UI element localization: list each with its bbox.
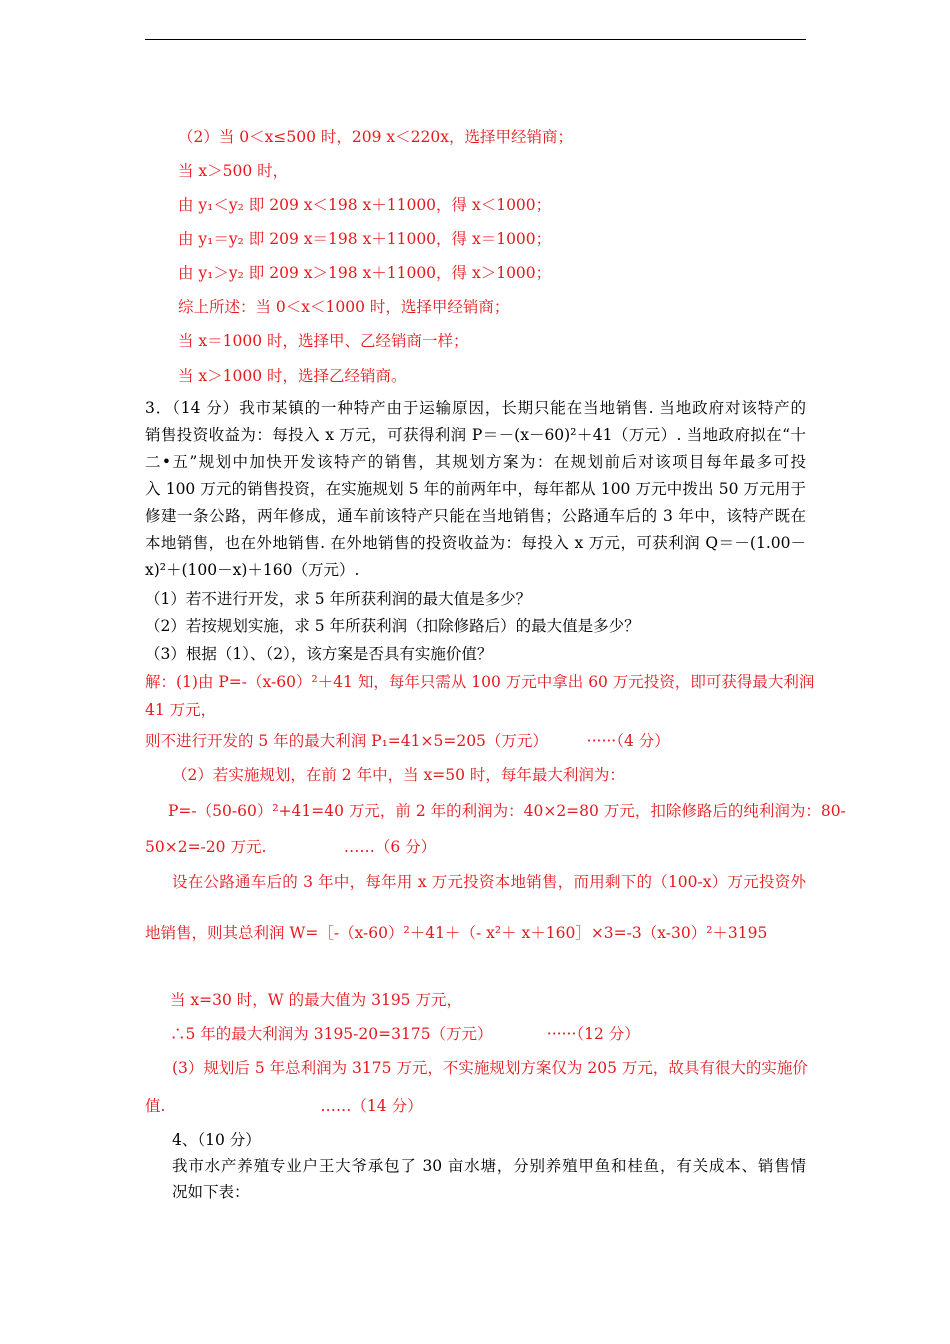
solution-line: P=-（50-60）²+41=40 万元，前 2 年的利润为：40×2=80 万元，扣除修路后的纯利润为：80- bbox=[168, 802, 846, 820]
sub-question-2: （2）若按规划实施，求 5 年所获利润（扣除修路后）的最大值是多少？ bbox=[145, 617, 640, 635]
answer-line: 当 x＞1000 时，选择乙经销商。 bbox=[178, 367, 407, 385]
solution-line: 50×2=-20 万元. ……（6 分） bbox=[145, 838, 437, 856]
question-4-text: 我市水产养殖专业户王大爷承包了 30 亩水塘，分别养殖甲鱼和桂鱼，有关成本、销售情 bbox=[172, 1157, 806, 1175]
question-4-text: 况如下表： bbox=[172, 1183, 250, 1201]
answer-line: 由 y₁＜y₂ 即 209 x＜198 x＋11000，得 x＜1000； bbox=[178, 196, 552, 214]
solution-line: 则不进行开发的 5 年的最大利润 P₁=41×5=205（万元） ······（4 分） bbox=[145, 732, 670, 750]
solution-line: 当 x=30 时，W 的最大值为 3195 万元， bbox=[170, 991, 462, 1009]
answer-line: （2）当 0＜x≤500 时，209 x＜220x，选择甲经销商； bbox=[178, 128, 573, 146]
question-3-text: 本地销售，也在外地销售. 在外地销售的投资收益为：每投入 x 万元，可获利润 Q＝－(1.00－ bbox=[145, 534, 806, 552]
solution-line: 设在公路通车后的 3 年中，每年用 x 万元投资本地销售，而用剩下的（100-x）万元投资外 bbox=[172, 873, 806, 891]
answer-line: 由 y₁＞y₂ 即 209 x＞198 x＋11000，得 x＞1000； bbox=[178, 264, 552, 282]
question-3-text: x)²＋(100－x)＋160（万元）. bbox=[145, 561, 360, 579]
header-rule bbox=[145, 39, 806, 40]
solution-line: 值. ……（14 分） bbox=[145, 1097, 423, 1115]
question-3-text: 3．（14 分）我市某镇的一种特产由于运输原因，长期只能在当地销售. 当地政府对该特产的 bbox=[145, 399, 806, 417]
sub-question-3: （3）根据（1）、（2），该方案是否具有实施价值？ bbox=[145, 645, 493, 663]
solution-line: 41 万元， bbox=[145, 701, 217, 719]
question-3-text: 修建一条公路，两年修成，通车前该特产只能在当地销售；公路通车后的 3 年中，该特产既在 bbox=[145, 507, 806, 525]
solution-line: 解：(1)由 P=-（x-60）²＋41 知，每年只需从 100 万元中拿出 60 万元投资，即可获得最大利润 bbox=[145, 673, 815, 691]
question-3-text: 二•五”规划中加快开发该特产的销售，其规划方案为：在规划前后对该项目每年最多可投 bbox=[145, 453, 806, 471]
question-3-text: 销售投资收益为：每投入 x 万元，可获得利润 P＝－(x－60)²＋41（万元）. 当地政府拟在“十 bbox=[145, 426, 806, 444]
sub-question-1: （1）若不进行开发，求 5 年所获利润的最大值是多少？ bbox=[145, 590, 532, 608]
answer-line: 当 x＝1000 时，选择甲、乙经销商一样； bbox=[178, 332, 469, 350]
solution-line: 地销售，则其总利润 W=［-（x-60）²＋41＋（- x²＋ x＋160］×3=-3（x-30）²＋3195 bbox=[145, 924, 768, 942]
answer-line: 由 y₁＝y₂ 即 209 x＝198 x＋11000，得 x＝1000； bbox=[178, 230, 552, 248]
solution-line: (3）规划后 5 年总利润为 3175 万元，不实施规划方案仅为 205 万元，故具有很大的实施价 bbox=[172, 1059, 808, 1077]
solution-line: ∴5 年的最大利润为 3195-20=3175（万元） ······（12 分） bbox=[170, 1025, 640, 1043]
question-4-heading: 4、（10 分） bbox=[172, 1131, 261, 1149]
question-3-text: 入 100 万元的销售投资，在实施规划 5 年的前两年中，每年都从 100 万元中拨出 50 万元用于 bbox=[145, 480, 806, 498]
answer-line: 综上所述：当 0＜x＜1000 时，选择甲经销商； bbox=[178, 298, 510, 316]
solution-line: （2）若实施规划，在前 2 年中，当 x=50 时，每年最大利润为： bbox=[172, 766, 625, 784]
answer-line: 当 x＞500 时， bbox=[178, 162, 289, 180]
